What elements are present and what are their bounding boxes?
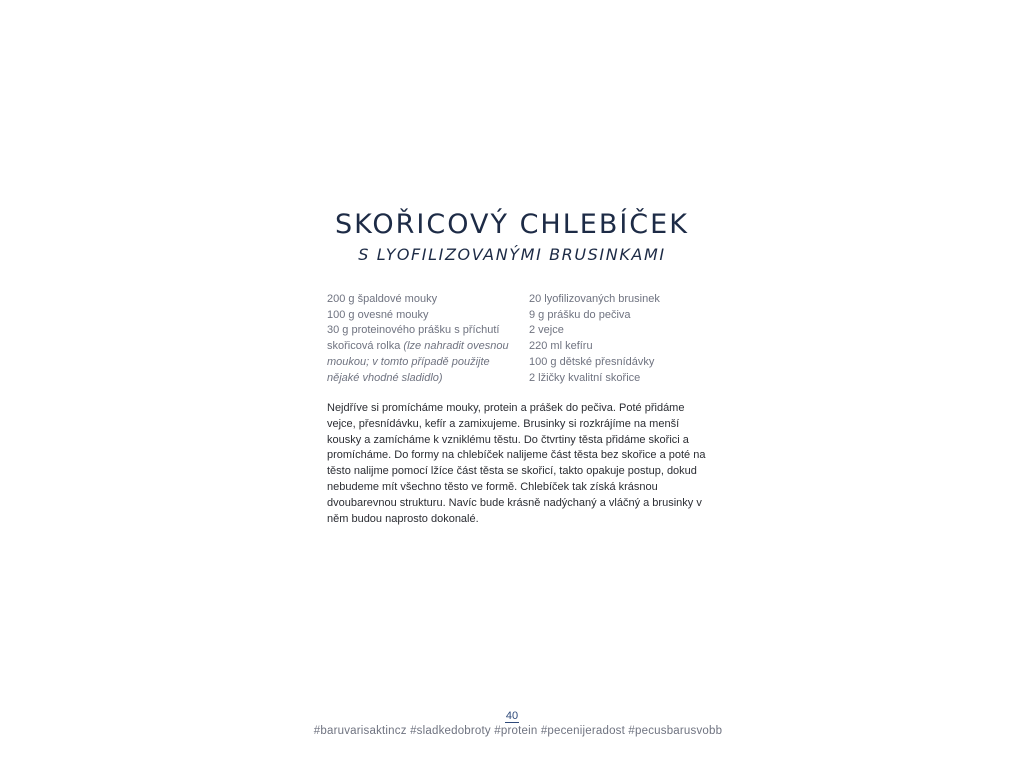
ingredient-note: (lze nahradit ovesnou: [403, 340, 509, 353]
page-number-value: 40: [505, 710, 519, 722]
ingredient-item: 9 g prášku do pečiva: [529, 308, 631, 321]
ingredient-item: [327, 339, 529, 355]
ingredient-text: 30 g proteinového prášku s příchutí: [327, 324, 500, 337]
recipe-subtitle: S LYOFILIZOVANÝMI BRUSINKAMI: [358, 245, 666, 264]
ingredient-note: moukou; v tomto případě použijte: [327, 355, 490, 368]
ingredients-column-left: [327, 292, 529, 386]
method-paragraph: Nejdříve si promícháme mouky, protein a prášek do pečiva. Poté přidáme vejce, přesnídávku, kefír a zamixujeme. Brusinky si rozkrájíme na menší kousky a zamícháme k vzniklému těstu. Do čtvrtiny těsta přidáme skořici a promícháme. Do formy na chlebíček nalijeme část těsta bez skořice a poté na těsto nalijme pomocí lžíce část těsta se skořicí, takto opakuje postup, dokud nebudeme mít všechno těsto ve formě. Chlebíček tak získá krásnou dvoubarevnou strukturu. Navíc bude krásně nadýchaný a vláčný a brusinky v něm budou naprosto dokonalé.: [327, 402, 706, 525]
ingredient-note: nějaké vhodné sladidlo): [327, 371, 443, 384]
ingredients-column-right: [529, 292, 707, 386]
ingredient-text: 200 g špaldové mouky: [327, 293, 438, 305]
ingredient-item: [327, 371, 529, 387]
recipe-title: SKOŘICOVÝ CHLEBÍČEK: [335, 209, 689, 240]
ingredient-item: 2 vejce: [529, 324, 564, 337]
page-number: [0, 710, 1024, 722]
ingredient-text: skořicová rolka: [327, 340, 404, 353]
ingredient-item: 2 lžičky kvalitní skořice: [529, 371, 641, 384]
ingredient-item: [327, 355, 529, 371]
ingredient-item: 220 ml kefíru: [529, 340, 593, 353]
ingredients-list: [327, 292, 707, 386]
ingredient-text: 100 g ovesné mouky: [327, 308, 429, 321]
ingredient-item: 100 g dětské přesnídávky: [529, 355, 655, 368]
ingredient-item: [327, 308, 529, 324]
ingredient-item: [327, 323, 529, 339]
hashtags-footer: #baruvarisaktincz #sladkedobroty #protein #pecenijeradost #pecusbarusvobb: [313, 725, 723, 737]
ingredient-item: [327, 292, 529, 308]
title-block: [0, 208, 1024, 266]
ingredient-item: 20 lyofilizovaných brusinek: [529, 293, 660, 305]
